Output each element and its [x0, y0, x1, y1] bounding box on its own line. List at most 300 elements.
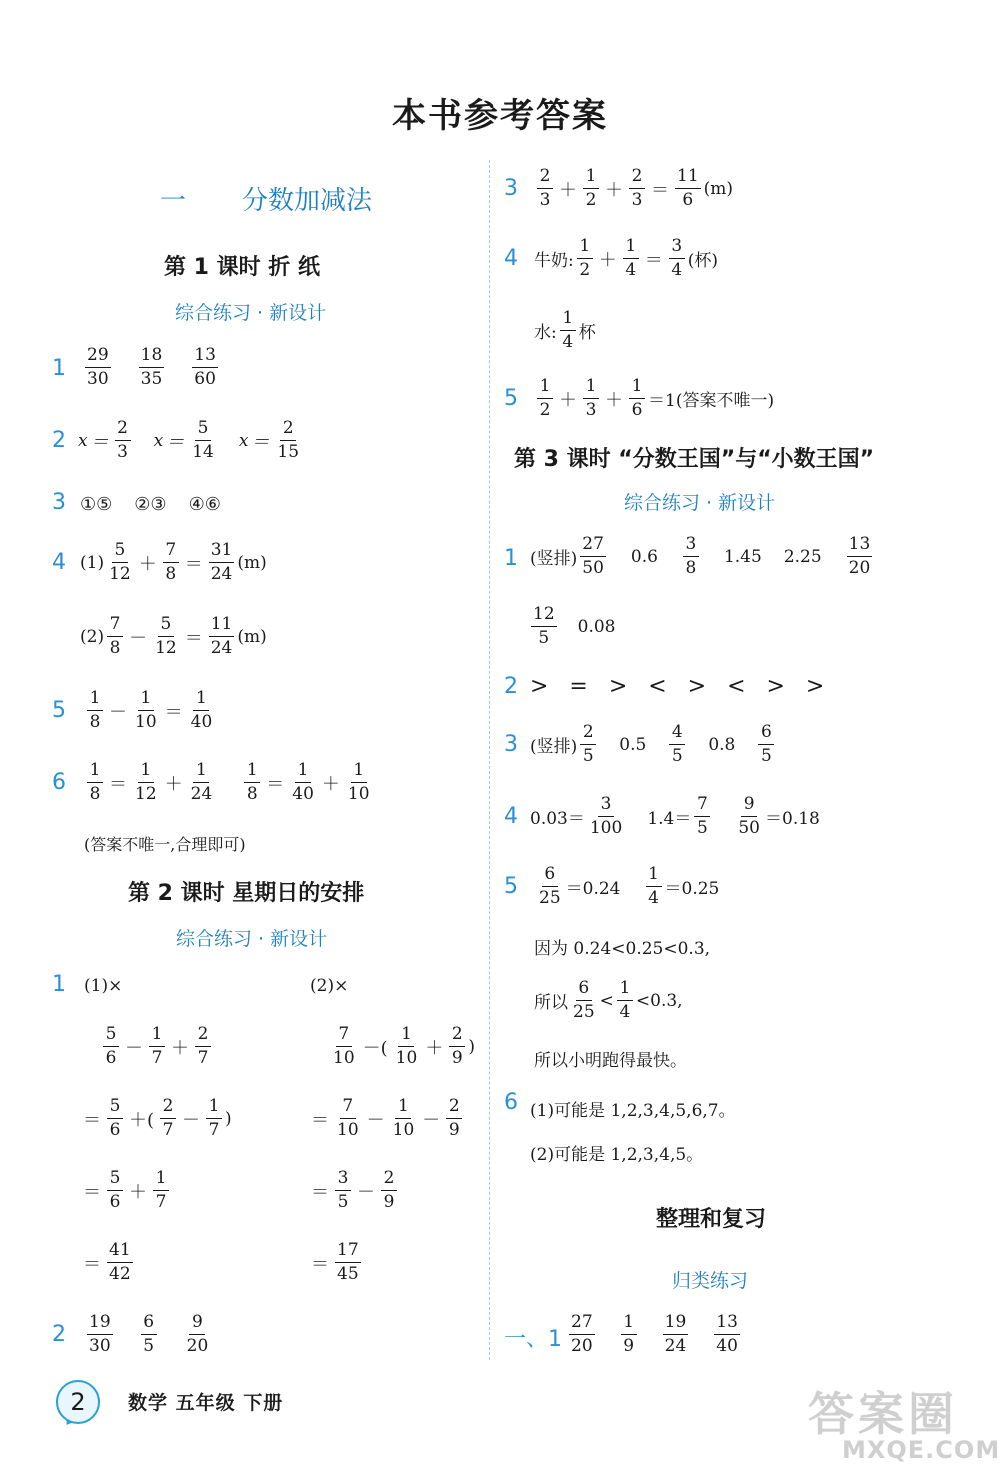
denominator: 3	[631, 190, 643, 210]
math-text: x	[238, 430, 249, 451]
denominator: 4	[562, 332, 574, 352]
numerator: 1	[193, 760, 209, 783]
denominator: 8	[89, 784, 101, 804]
answer-4-2	[80, 614, 267, 659]
denominator: 4	[619, 1002, 631, 1022]
denominator: 2	[539, 400, 551, 420]
fraction	[209, 540, 235, 585]
lesson-2-subtitle: 综合练习 · 新设计	[176, 928, 328, 950]
comparison-signs: > = > < > < > >	[530, 674, 825, 699]
fraction	[87, 688, 103, 733]
column-divider	[489, 160, 490, 1360]
answer-note: (答案不唯一,合理即可)	[84, 835, 246, 854]
question-number: 2	[52, 428, 66, 453]
fraction	[206, 1096, 222, 1141]
numerator: 7	[694, 794, 710, 817]
math-text: 所以	[534, 993, 568, 1013]
question-number: 5	[504, 386, 518, 411]
math-text: ＝	[166, 431, 185, 453]
denominator: 24	[210, 638, 233, 658]
numerator: 1	[560, 308, 576, 331]
numerator: 2	[629, 166, 645, 189]
fraction	[663, 1312, 689, 1357]
numerator: 9	[741, 794, 757, 817]
fraction	[580, 534, 606, 579]
fraction	[244, 760, 260, 805]
fraction	[577, 236, 593, 281]
answer-6	[84, 760, 375, 805]
denominator: 40	[716, 1336, 738, 1356]
fraction	[629, 166, 645, 211]
math-text: ＋	[164, 773, 183, 795]
answer-1	[530, 534, 875, 579]
numerator: 3	[598, 794, 614, 817]
fraction	[381, 1168, 397, 1213]
math-text: (1)	[80, 552, 105, 573]
answer-1-cont	[528, 604, 616, 649]
denominator: 6	[109, 1120, 121, 1140]
numerator: 1	[621, 1312, 637, 1335]
fraction	[115, 418, 131, 463]
lesson-3-subtitle: 综合练习 · 新设计	[624, 492, 776, 514]
numerator: 12	[531, 604, 557, 627]
numerator: 1	[193, 688, 209, 711]
denominator: 5	[337, 1192, 349, 1212]
math-text: ＝	[164, 701, 183, 723]
question-number: 3	[504, 732, 518, 757]
fraction	[694, 794, 710, 839]
fraction	[189, 688, 215, 733]
math-text: ＝	[651, 179, 669, 201]
denominator: 50	[738, 818, 760, 838]
numerator: 2	[446, 1096, 462, 1119]
fraction	[85, 345, 111, 390]
math-text: ＝	[311, 1253, 329, 1275]
answer-4	[534, 236, 718, 281]
math-text: －	[182, 1109, 201, 1131]
math-text: <	[599, 990, 614, 1011]
lesson-2-title: 第 2 课时 星期日的安排	[128, 881, 365, 906]
question-number: 4	[504, 246, 518, 271]
math-text: ＝1(答案不唯一)	[648, 391, 775, 411]
math-text: (m)	[703, 178, 734, 199]
denominator: 5	[538, 628, 550, 648]
math-text: ＋	[559, 389, 577, 411]
answer-3	[530, 722, 777, 767]
fraction	[531, 604, 557, 649]
question-number: 4	[504, 804, 518, 829]
numerator: 6	[141, 1312, 157, 1335]
denominator: 42	[109, 1264, 131, 1284]
fraction	[537, 864, 563, 909]
question-number: 1	[52, 356, 66, 381]
numerator: 2	[449, 1024, 465, 1047]
unit-name: 分数加减法	[242, 186, 373, 216]
fraction	[646, 864, 662, 909]
math-text: ＝	[311, 1181, 329, 1203]
math-text: ①⑤	[80, 494, 113, 515]
math-text: ＝0.25	[664, 879, 720, 899]
book-info: 数学 五年级 下册	[128, 1392, 284, 1414]
answer-5	[84, 688, 217, 733]
math-text: ＋	[559, 179, 577, 201]
answer-2-2	[84, 1312, 213, 1357]
answer-1-2: (2)×	[310, 976, 349, 996]
math-text: ＋	[598, 249, 617, 271]
fraction	[588, 794, 624, 839]
numerator: 27	[569, 1312, 595, 1335]
fraction	[133, 760, 159, 805]
fraction	[617, 978, 633, 1023]
denominator: 7	[208, 1120, 220, 1140]
numerator: 41	[107, 1240, 133, 1263]
math-text: x	[153, 430, 164, 451]
numerator: 1	[583, 166, 599, 189]
calc-step	[308, 1168, 400, 1213]
math-text: ＝	[184, 553, 203, 575]
numerator: 19	[87, 1312, 113, 1335]
denominator: 30	[87, 369, 109, 389]
fraction	[394, 1024, 420, 1069]
math-text: 0.5	[619, 734, 647, 755]
question-number: 6	[52, 770, 66, 795]
math-text: ＋(	[129, 1109, 155, 1131]
question-number: 5	[504, 874, 518, 899]
numerator: 1	[629, 376, 645, 399]
denominator: 6	[109, 1192, 121, 1212]
denominator: 3	[117, 442, 128, 462]
math-text: －	[109, 701, 127, 723]
numerator: 2	[580, 722, 596, 745]
math-text: ＝	[109, 773, 127, 795]
math-text: (m)	[237, 552, 267, 573]
math-text: －(	[362, 1037, 388, 1059]
fraction	[537, 166, 553, 211]
fraction	[335, 1168, 351, 1213]
numerator: 1	[295, 760, 311, 783]
answer-1-1: (1)×	[84, 976, 123, 996]
numerator: 11	[675, 166, 701, 189]
fraction	[275, 418, 301, 463]
denominator: 8	[246, 784, 258, 804]
question-number: 一、1	[504, 1327, 562, 1352]
fraction	[391, 1096, 417, 1141]
math-text: (2)	[80, 626, 105, 647]
fraction	[569, 1312, 595, 1357]
math-text: ＝0.24	[565, 879, 621, 899]
fraction	[331, 1024, 357, 1069]
math-text: x	[78, 430, 88, 451]
fraction	[560, 308, 576, 353]
denominator: 7	[155, 1192, 167, 1212]
fraction	[209, 614, 235, 659]
denominator: 10	[395, 1048, 418, 1068]
denominator: 10	[337, 1120, 359, 1140]
numerator: 1	[138, 760, 154, 783]
numerator: 5	[112, 540, 128, 563]
page-title: 本书参考答案	[392, 96, 608, 136]
watermark-url: MXQE.COM	[842, 1436, 1000, 1464]
numerator: 1	[206, 1096, 222, 1119]
math-text: 0.6	[630, 546, 658, 567]
numerator: 5	[103, 1024, 119, 1047]
fraction	[537, 376, 553, 421]
denominator: 24	[210, 564, 233, 584]
review-title: 整理和复习	[656, 1207, 767, 1232]
answer-5	[534, 376, 774, 421]
numerator: 2	[115, 418, 131, 441]
fraction	[847, 534, 873, 579]
fraction	[623, 236, 639, 281]
denominator: 5	[696, 818, 708, 838]
math-text: 2.25	[783, 546, 822, 567]
unit-number: 一	[160, 186, 187, 216]
calc-step	[80, 1240, 136, 1285]
denominator: 6	[682, 190, 694, 210]
numerator: 5	[107, 1096, 123, 1119]
math-text: ＝	[266, 773, 285, 795]
numerator: 11	[209, 614, 235, 637]
denominator: 40	[292, 784, 314, 804]
answer-5-line	[534, 978, 683, 1023]
fraction	[669, 236, 685, 281]
numerator: 9	[189, 1312, 205, 1335]
denominator: 9	[623, 1336, 635, 1356]
review-answer-1	[566, 1312, 743, 1357]
denominator: 4	[671, 260, 683, 280]
numerator: 1	[617, 978, 633, 1001]
math-text: ＝	[184, 627, 203, 649]
math-text: )	[225, 1108, 232, 1129]
answer-3	[80, 494, 221, 515]
question-number: 2	[504, 674, 518, 699]
numerator: 5	[158, 614, 174, 637]
numerator: 1	[153, 1168, 169, 1191]
denominator: 25	[539, 888, 561, 908]
calc-step	[308, 1096, 465, 1141]
numerator: 6	[576, 978, 592, 1001]
numerator: 6	[542, 864, 558, 887]
denominator: 100	[589, 818, 623, 838]
lesson-3-title: 第 3 课时 “分数王国”与“小数王国”	[514, 447, 875, 472]
question-number: 1	[52, 972, 66, 997]
denominator: 12	[135, 784, 157, 804]
review-subtitle: 归类练习	[672, 1270, 749, 1292]
denominator: 20	[848, 558, 871, 578]
numerator: 2	[280, 418, 296, 441]
fraction	[189, 760, 215, 805]
numerator: 7	[163, 540, 179, 563]
fraction	[580, 722, 596, 767]
numerator: 1	[87, 688, 103, 711]
fraction	[87, 1312, 113, 1357]
question-number: 3	[52, 490, 66, 515]
denominator: 10	[333, 1048, 355, 1068]
denominator: 9	[448, 1120, 460, 1140]
math-text: ＝	[251, 431, 270, 453]
denominator: 24	[664, 1336, 687, 1356]
numerator: 1	[537, 376, 553, 399]
answer-6-2: (2)可能是 1,2,3,4,5。	[530, 1145, 704, 1165]
denominator: 45	[337, 1264, 359, 1284]
fraction	[149, 1024, 165, 1069]
numerator: 5	[195, 418, 211, 441]
math-text: ＝	[644, 249, 663, 271]
math-text: ＋	[321, 773, 340, 795]
denominator: 30	[89, 1336, 111, 1356]
numerator: 2	[160, 1096, 176, 1119]
denominator: 5	[760, 746, 772, 766]
denominator: 3	[585, 400, 597, 420]
denominator: 20	[186, 1336, 209, 1356]
math-text: －	[125, 1037, 143, 1059]
numerator: 3	[335, 1168, 351, 1191]
question-number: 6	[504, 1090, 518, 1115]
denominator: 2	[579, 260, 591, 280]
denominator: 4	[625, 260, 637, 280]
math-text: ＝	[90, 431, 109, 453]
answer-5-line: 因为 0.24<0.25<0.3,	[534, 939, 711, 959]
numerator: 1	[351, 760, 367, 783]
math-text: 1.45	[723, 546, 762, 567]
answer-4	[530, 794, 820, 839]
numerator: 17	[335, 1240, 361, 1263]
numerator: 1	[646, 864, 662, 887]
numerator: 2	[537, 166, 553, 189]
fraction	[736, 794, 762, 839]
fraction	[107, 1096, 123, 1141]
fraction	[583, 166, 599, 211]
denominator: 10	[392, 1120, 415, 1140]
denominator: 5	[143, 1336, 155, 1356]
fraction	[683, 534, 699, 579]
fraction	[107, 540, 133, 585]
calc-step	[100, 1024, 214, 1069]
numerator: 3	[669, 236, 685, 259]
denominator: 8	[685, 558, 697, 578]
math-text: (竖排)	[530, 549, 578, 569]
answer-2	[78, 418, 304, 463]
denominator: 5	[671, 746, 683, 766]
math-text: 水:	[534, 323, 557, 343]
denominator: 15	[277, 442, 300, 462]
math-text: －	[422, 1109, 441, 1131]
numerator: 1	[87, 760, 103, 783]
denominator: 9	[451, 1048, 463, 1068]
fraction	[103, 1024, 119, 1069]
denominator: 24	[190, 784, 213, 804]
math-text: 1.4＝	[647, 809, 692, 829]
math-text: ＝	[83, 1109, 101, 1131]
math-text: (杯)	[687, 251, 718, 271]
numerator: 13	[847, 534, 873, 557]
lesson-1-title: 第 1 课时 折 纸	[164, 255, 320, 280]
fraction	[583, 376, 599, 421]
numerator: 29	[85, 345, 111, 368]
denominator: 2	[585, 190, 597, 210]
fraction	[446, 1096, 462, 1141]
math-text: <0.3,	[635, 990, 683, 1011]
fraction	[758, 722, 774, 767]
math-text: (竖排)	[530, 737, 578, 757]
denominator: 40	[190, 712, 213, 732]
math-text: ②③	[134, 494, 167, 515]
fraction	[160, 1096, 176, 1141]
fraction	[449, 1024, 465, 1069]
math-text: ＋	[129, 1181, 147, 1203]
math-text: ＋	[171, 1037, 189, 1059]
numerator: 2	[195, 1024, 211, 1047]
fraction	[669, 722, 685, 767]
watermark-logo: 答案圈	[808, 1387, 958, 1441]
denominator: 5	[582, 746, 594, 766]
fraction	[195, 1024, 211, 1069]
math-text: ④⑥	[188, 494, 221, 515]
fraction	[621, 1312, 637, 1357]
denominator: 60	[194, 369, 216, 389]
denominator: 9	[383, 1192, 395, 1212]
numerator: 1	[244, 760, 260, 783]
question-number: 3	[504, 176, 518, 201]
denominator: 10	[135, 712, 157, 732]
question-number: 2	[52, 1322, 66, 1347]
fraction	[335, 1240, 361, 1285]
numerator: 13	[714, 1312, 740, 1335]
calc-step	[80, 1096, 232, 1141]
numerator: 5	[107, 1168, 123, 1191]
math-text: －	[366, 1109, 385, 1131]
fraction	[107, 1240, 133, 1285]
answer-3	[534, 166, 733, 211]
answer-1	[82, 345, 221, 390]
numerator: 2	[381, 1168, 397, 1191]
math-text: 杯	[578, 323, 596, 343]
fraction	[335, 1096, 361, 1141]
answer-5	[534, 864, 719, 909]
unit-heading	[160, 180, 372, 217]
numerator: 1	[583, 376, 599, 399]
fraction	[675, 166, 701, 211]
question-number: 1	[504, 546, 518, 571]
numerator: 7	[336, 1024, 352, 1047]
denominator: 4	[648, 888, 659, 908]
math-text: 0.08	[577, 616, 616, 637]
math-text: ＋	[605, 179, 623, 201]
numerator: 7	[107, 614, 123, 637]
calc-step	[308, 1240, 364, 1285]
denominator: 20	[571, 1336, 593, 1356]
math-text: (m)	[237, 626, 267, 647]
fraction	[190, 418, 216, 463]
numerator: 7	[340, 1096, 356, 1119]
numerator: 4	[669, 722, 685, 745]
denominator: 8	[109, 638, 121, 658]
fraction	[192, 345, 218, 390]
fraction	[163, 540, 179, 585]
math-text: ＝	[311, 1109, 329, 1131]
denominator: 7	[197, 1048, 209, 1068]
answer-4-water	[534, 308, 596, 353]
denominator: 6	[631, 400, 643, 420]
fraction	[714, 1312, 740, 1357]
denominator: 12	[109, 564, 131, 584]
answer-5-line: 所以小明跑得最快。	[534, 1051, 687, 1071]
page-number: 2	[56, 1380, 100, 1424]
denominator: 50	[582, 558, 604, 578]
math-text: ＋	[425, 1037, 444, 1059]
lesson-1-subtitle: 综合练习 · 新设计	[175, 302, 327, 324]
fraction	[107, 1168, 123, 1213]
